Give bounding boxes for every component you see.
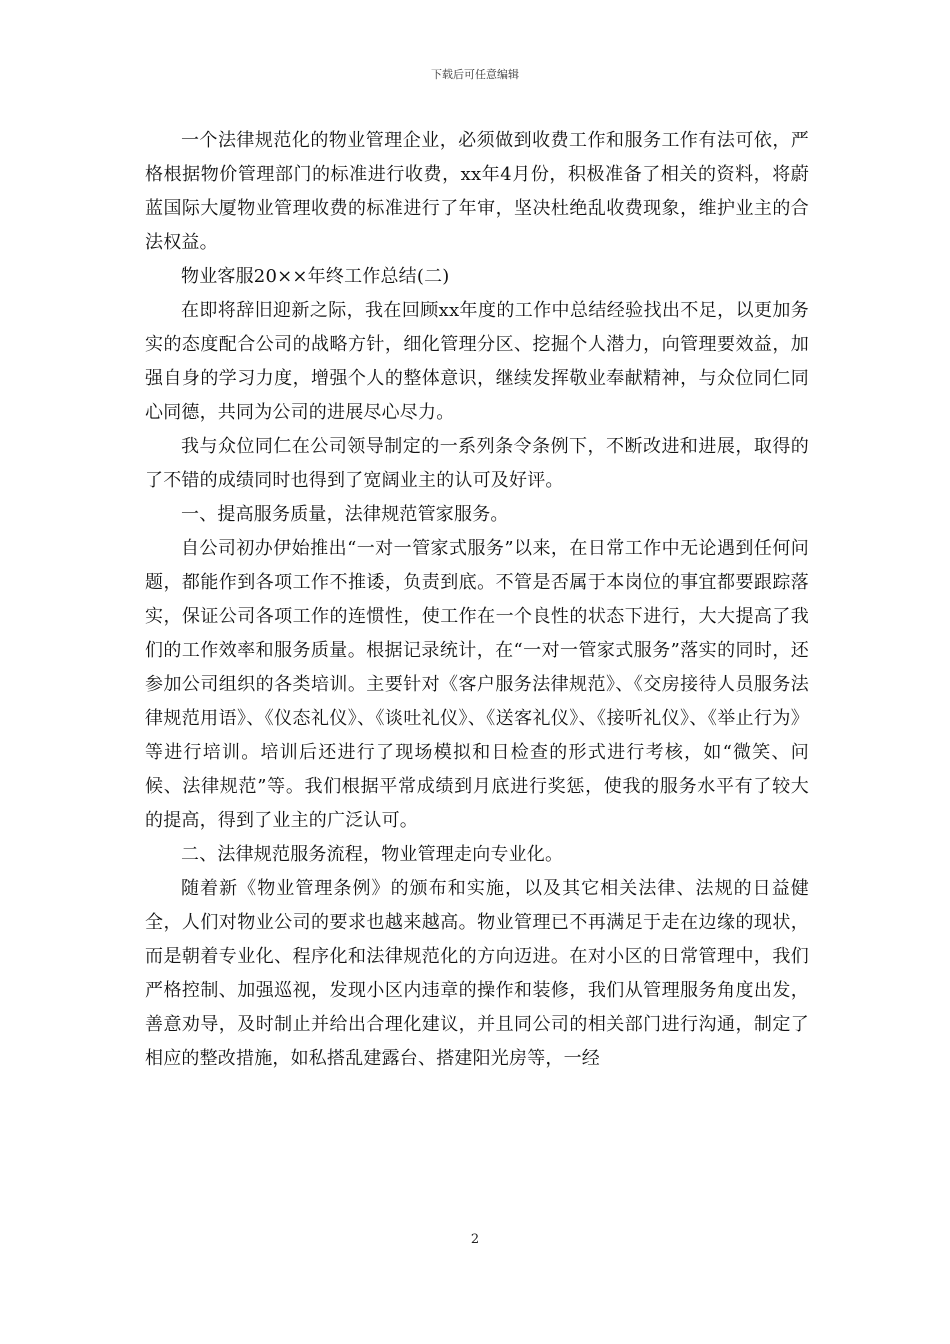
paragraph-fee-compliance: 一个法律规范化的物业管理企业，必须做到收费工作和服务工作有法可依，严格根据物价管理部门的标准进行收费，xx年4月份，积极准备了相关的资料，将蔚蓝国际大厦物业管理收费的标准进行了年审，坚决杜绝乱收费现象，维护业主的合法权益。 xyxy=(145,130,809,253)
section-title: 物业客服20××年终工作总结(二) xyxy=(181,266,450,287)
page-number: 2 xyxy=(470,1232,480,1247)
page-header: 下载后可任意编辑 xyxy=(431,68,519,81)
heading-service-process: 二、法律规范服务流程，物业管理走向专业化。 xyxy=(181,844,564,865)
heading-service-quality: 一、提高服务质量，法律规范管家服务。 xyxy=(181,504,509,525)
paragraph-intro: 在即将辞旧迎新之际，我在回顾xx年度的工作中总结经验找出不足，以更加务实的态度配合公司的战略方针，细化管理分区、挖掘个人潜力，向管理要效益，加强自身的学习力度，增强个人的整体意识，继续发挥敬业奉献精神，与众位同仁同心同德，共同为公司的进展尽心尽力。 xyxy=(145,300,809,423)
paragraph-butler-service: 自公司初办伊始推出“一对一管家式服务”以来，在日常工作中无论遇到任何问题，都能作到各项工作不推诿，负责到底。不管是否属于本岗位的事宜都要跟踪落实，保证公司各项工作的连惯性，使工作在一个良性的状态下进行，大大提高了我们的工作效率和服务质量。根据记录统计，在“一对一管家式服务”落实的同时，还参加公司组织的各类培训。主要针对《客户服务法律规范》、《交房接待人员服务法律规范用语》、《仪态礼仪》、《谈吐礼仪》、《送客礼仪》、《接听礼仪》、《举止行为》等进行培训。培训后还进行了现场模拟和日检查的形式进行考核，如“微笑、问候、法律规范”等。我们根据平常成绩到月底进行奖惩，使我的服务水平有了较大的提高，得到了业主的广泛认可。 xyxy=(145,538,809,831)
paragraph-management-regulations: 随着新《物业管理条例》的颁布和实施，以及其它相关法律、法规的日益健全，人们对物业公司的要求也越来越高。物业管理已不再满足于走在边缘的现状，而是朝着专业化、程序化和法律规范化的方向迈进。在对小区的日常管理中，我们严格控制、加强巡视，发现小区内违章的操作和装修，我们从管理服务角度出发，善意劝导，及时制止并给出合理化建议，并且同公司的相关部门进行沟通，制定了相应的整改措施，如私搭乱建露台、搭建阳光房等，一经 xyxy=(145,878,809,1069)
document-body xyxy=(145,124,809,1076)
paragraph-achievements: 我与众位同仁在公司领导制定的一系列条令条例下，不断改进和进展，取得的了不错的成绩同时也得到了宽阔业主的认可及好评。 xyxy=(145,436,809,491)
